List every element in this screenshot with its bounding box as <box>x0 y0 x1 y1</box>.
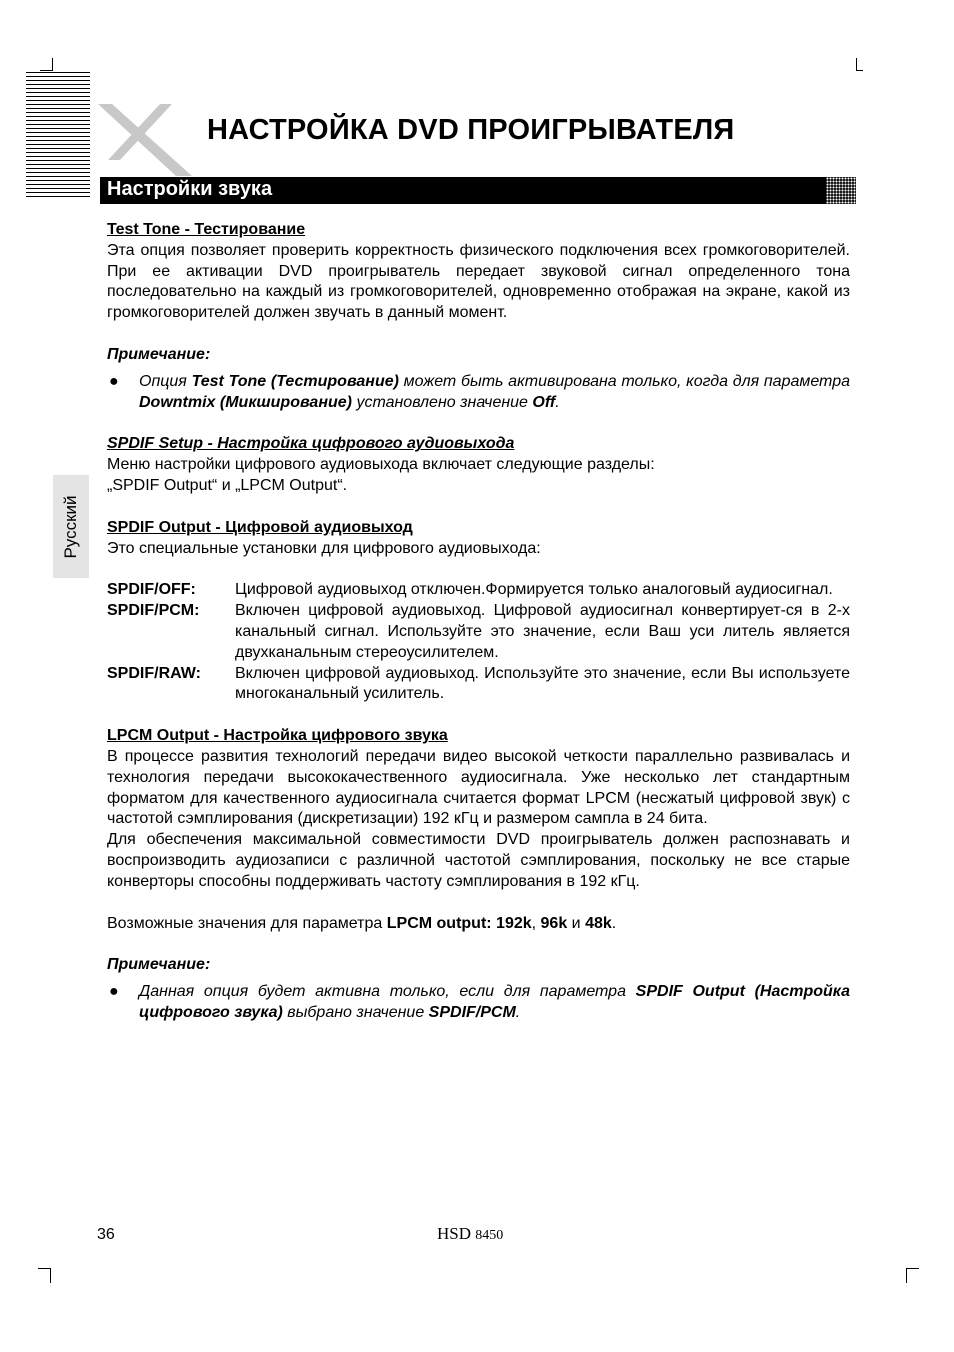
spdif-output-text: Это специальные установки для цифрового аудиовыхода: <box>107 539 541 557</box>
bullet-icon: ● <box>109 372 119 390</box>
spdif-setup-line1: Меню настройки цифрового аудиовыхода включает следующие разделы: <box>107 456 655 474</box>
section-bar-dots <box>826 177 856 204</box>
crop-mark-top-left <box>40 58 53 71</box>
spdif-option-desc: Включен цифровой аудиовыход. Цифровой аудиосигнал конвертирует-ся в 2-х канальный сигнал. Используйте это значение, если Ваш уси литель является двухканальным стереоусилителем. <box>235 602 850 661</box>
spdif-option-desc: Цифровой аудиовыход отключен.Формируется только аналоговый аудиосигнал. <box>235 581 833 599</box>
section-title: Настройки звука <box>107 178 273 200</box>
spdif-option <box>107 664 850 706</box>
model-brand: HSD <box>437 1224 472 1243</box>
test-tone-heading: Test Tone - Тестирование <box>107 221 306 238</box>
bullet-icon: ● <box>109 983 119 1001</box>
lpcm-output-para1: В процессе развития технологий передачи видео высокой четкости параллельно развивалась и технология передачи высококачественного аудиосигнала. Уже несколько лет стандартным форматом для качественного аудиосигнала считается формат LPCM (несжатый цифровой звук) с частотой сэмплирования (дискретизации) 192 кГц и размером сампла в 24 бита. <box>107 747 850 828</box>
lpcm-note-label: Примечание: <box>107 956 211 974</box>
spdif-option-term: SPDIF/PCM: <box>107 602 200 620</box>
page-title: НАСТРОЙКА DVD ПРОИГРЫВАТЕЛЯ <box>207 114 735 146</box>
spdif-option-term: SPDIF/OFF: <box>107 581 196 599</box>
page-content <box>107 220 850 1024</box>
crop-mark-bottom-right <box>906 1268 919 1283</box>
test-tone-text: Эта опция позволяет проверить корректность физического подключения всех громкоговорителей. При ее активации DVD проигрыватель передает звуковой сигнал определенного тона последовательно на каждый из громкоговорителей, одновременно отображая на экране, какой из громкоговорителей должен звучать в данный момент. <box>107 241 850 322</box>
spdif-option <box>107 580 850 601</box>
spdif-setup-line2: „SPDIF Output“ и „LPCM Output“. <box>107 476 348 494</box>
test-tone-note: ● Опция Test Tone (Тестирование) может быть активирована только, когда для параметра Downtmix (Микширование) установлено значение Off. <box>109 372 851 411</box>
spdif-options-list <box>107 580 850 705</box>
spdif-option <box>107 601 850 663</box>
language-label: Русский <box>61 494 80 559</box>
model-name <box>437 1224 503 1244</box>
crop-mark-bottom-left <box>38 1268 51 1283</box>
decorative-stripes <box>26 72 90 200</box>
section-header-bar <box>100 177 856 204</box>
spdif-output-heading: SPDIF Output - Цифровой аудиовыход <box>107 518 413 536</box>
lpcm-output-values: Возможные значения для параметра LPCM output: 192k, 96k и 48k. <box>107 914 617 932</box>
page-number: 36 <box>97 1226 115 1243</box>
lpcm-output-para2: Для обеспечения максимальной совместимости DVD проигрыватель должен распознавать и воспроизводить аудиозаписи с различной частотой сэмплирования, поскольку не все старые конверторы способны поддерживать частоту сэмплирования в 192 кГц. <box>107 831 850 890</box>
test-tone-note-label: Примечание: <box>107 345 211 363</box>
crop-mark-top-right <box>856 58 863 71</box>
model-number: 8450 <box>475 1228 504 1243</box>
language-side-tab <box>53 475 89 578</box>
spdif-setup-heading: SPDIF Setup - Настройка цифрового аудиовыхода <box>107 435 515 453</box>
spdif-option-term: SPDIF/RAW: <box>107 664 201 682</box>
lpcm-note: ● Данная опция будет активна только, если для параметра SPDIF Output (Настройка цифрового звука) выбрано значение SPDIF/PCM. <box>109 983 851 1021</box>
brand-x-logo <box>96 100 196 180</box>
lpcm-output-heading: LPCM Output - Настройка цифрового звука <box>107 727 448 745</box>
spdif-option-desc: Включен цифровой аудиовыход. Используйте это значение, если Вы используете многоканальный усилитель. <box>235 664 850 703</box>
